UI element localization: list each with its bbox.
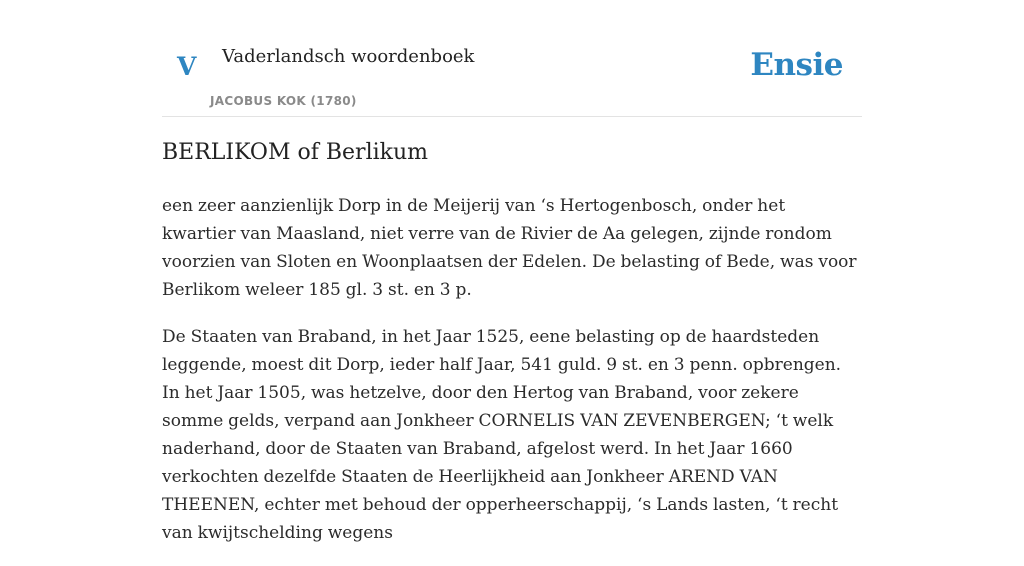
entry-paragraph: De Staaten van Braband, in het Jaar 1525, eene belasting op de haardsteden leggende, moest dit Dorp, ieder half Jaar, 541 guld. 9 st. en 3 penn. opbrengen. In het Jaar 1505, was hetzelve, door den Hertog van Braband, voor zekere somme gelds, verpand aan Jonkheer CORNELIS VAN ZEVENBERGEN; ‘t welk naderhand, door de Staaten van Braband, afgelost werd. In het Jaar 1660 verkochten dezelfde Staaten de Heerlijkheid aan Jonkheer AREND VAN THEENEN, echter met behoud der opperheerschappij, ‘s Lands lasten, ‘t recht van kwijtschelding wegens [162, 327, 842, 543]
entry-body [162, 192, 862, 566]
entry-paragraph: een zeer aanzienlijk Dorp in de Meijerij van ‘s Hertogenbosch, onder het kwartier van Maasland, niet verre van de Rivier de Aa gelegen, zijnde rondom voorzien van Sloten en Woonplaatsen der Edelen. De belasting of Bede, was voor Berlikom weleer 185 gl. 3 st. en 3 p. [162, 196, 857, 300]
book-header [162, 0, 862, 117]
letter-index-link[interactable]: V [177, 52, 197, 81]
ensie-logo[interactable]: Ensie [750, 47, 843, 83]
book-title-link[interactable]: Vaderlandsch woordenboek [222, 46, 475, 67]
entry-title: BERLIKOM of Berlikum [162, 140, 429, 165]
book-author: JACOBUS KOK (1780) [210, 94, 357, 108]
